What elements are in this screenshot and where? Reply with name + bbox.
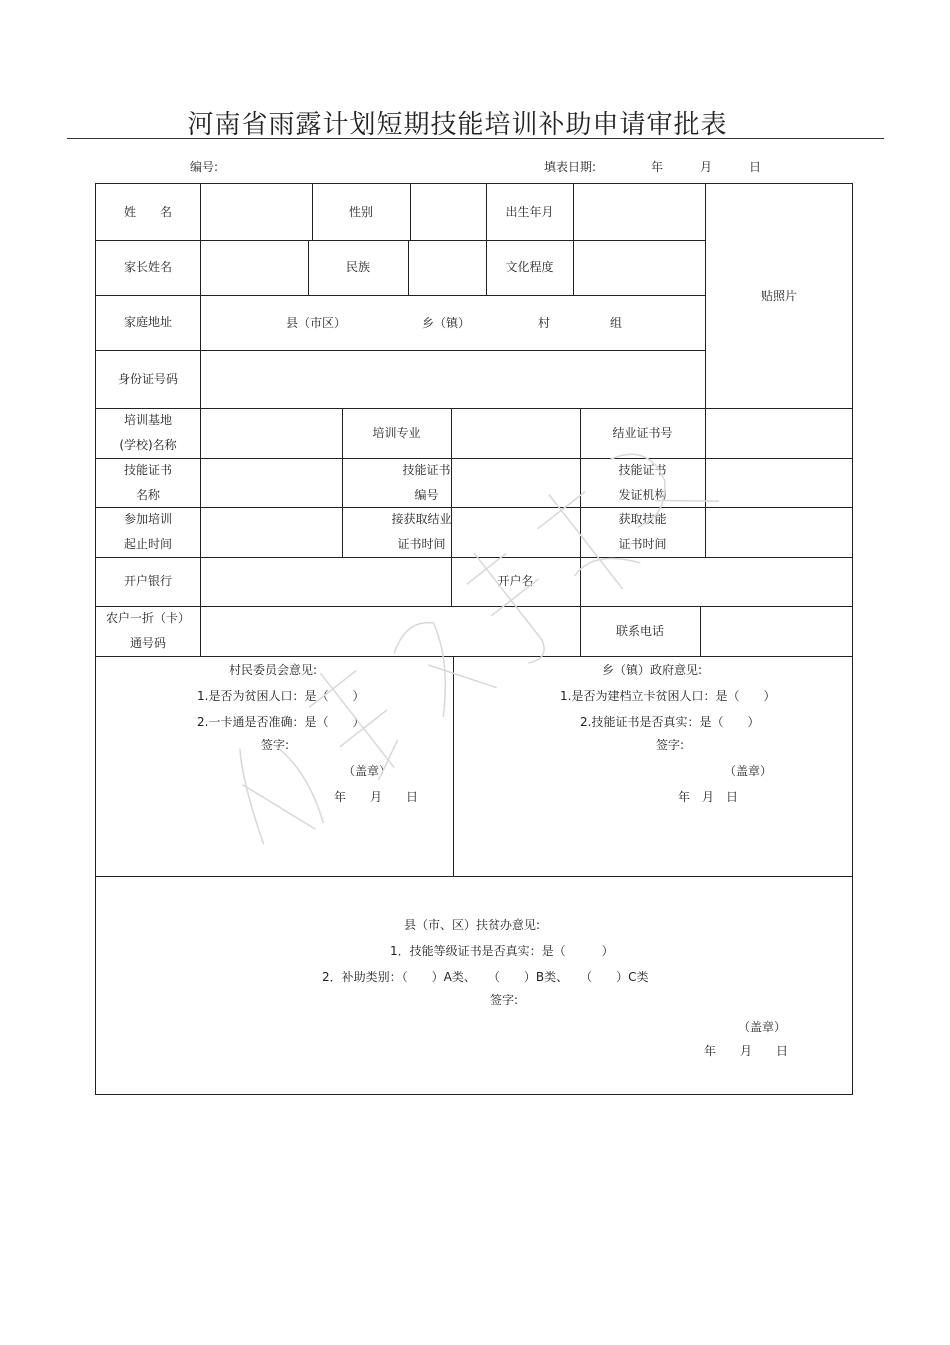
address-group: 组 bbox=[610, 316, 623, 330]
ethnicity-label: 民族 bbox=[345, 260, 370, 274]
train-period-label-2: 起止时间 bbox=[123, 537, 172, 551]
grid-line bbox=[96, 876, 853, 877]
village-date: 年 月 日 bbox=[334, 790, 419, 804]
township-seal: （盖章） bbox=[724, 764, 773, 778]
training-base-label-1: 培训基地 bbox=[123, 413, 172, 427]
township-opinion-heading: 乡（镇）政府意见: bbox=[602, 663, 703, 677]
township-sign: 签字: bbox=[656, 738, 685, 752]
skill-cert-no-label bbox=[342, 458, 451, 507]
name-field[interactable] bbox=[201, 184, 311, 240]
completion-time-label-2: 证书时间 bbox=[397, 537, 446, 551]
id-number-label: 身份证号码 bbox=[117, 371, 178, 386]
completion-time-label-1: 接获取结业 bbox=[391, 512, 452, 526]
completion-cert-no-label: 结业证书号 bbox=[612, 425, 673, 440]
training-base-label bbox=[96, 408, 200, 458]
number-label: 编号: bbox=[190, 160, 219, 174]
grid-line bbox=[453, 656, 454, 876]
address-label: 家庭地址 bbox=[123, 315, 172, 329]
date-year: 年 bbox=[651, 160, 664, 174]
skill-cert-name-field[interactable] bbox=[201, 459, 341, 507]
training-major-label: 培训专业 bbox=[372, 425, 421, 440]
village-sign: 签字: bbox=[261, 738, 290, 752]
gender-field[interactable] bbox=[411, 184, 485, 240]
phone-label: 联系电话 bbox=[615, 623, 664, 638]
date-day: 日 bbox=[749, 160, 762, 174]
skill-time-label-2: 证书时间 bbox=[618, 537, 667, 551]
township-q2: 2.技能证书是否真实：是（ ） bbox=[580, 715, 760, 729]
skill-cert-no-label-1: 技能证书 bbox=[402, 462, 451, 477]
address-town: 乡（镇） bbox=[422, 316, 471, 330]
completion-time-field[interactable] bbox=[452, 508, 579, 557]
village-opinion-heading: 村民委员会意见: bbox=[229, 663, 318, 677]
skill-cert-no-field[interactable] bbox=[452, 459, 579, 507]
skill-time-label bbox=[580, 507, 705, 557]
gender-label: 性别 bbox=[348, 204, 373, 219]
card-number-label-2: 通号码 bbox=[129, 636, 166, 650]
township-date: 年 月 日 bbox=[678, 790, 739, 804]
account-name-field[interactable] bbox=[581, 558, 853, 606]
completion-cert-no-field[interactable] bbox=[706, 409, 853, 458]
county-q2: 2．补助类别：（ ）A类、 （ ）B类、 （ ）C类 bbox=[322, 970, 649, 984]
parent-name-field[interactable] bbox=[201, 241, 307, 295]
ethnicity-field[interactable] bbox=[409, 241, 485, 295]
skill-cert-org-field[interactable] bbox=[706, 459, 853, 507]
page-title: 河南省雨露计划短期技能培训补助申请审批表 bbox=[187, 110, 728, 140]
title-rule bbox=[67, 138, 884, 139]
county-date: 年 月 日 bbox=[704, 1044, 789, 1058]
training-base-field[interactable] bbox=[201, 409, 341, 458]
train-period-field[interactable] bbox=[201, 508, 341, 557]
skill-cert-name-label-2: 名称 bbox=[135, 487, 160, 502]
skill-cert-org-label bbox=[580, 458, 705, 507]
township-q1: 1.是否为建档立卡贫困人口：是（ ） bbox=[560, 689, 776, 703]
address-village: 村 bbox=[538, 316, 551, 330]
village-q2: 2.一卡通是否准确：是（ ） bbox=[197, 715, 365, 729]
skill-cert-name-label bbox=[96, 458, 200, 507]
address-county: 县（市区） bbox=[286, 316, 347, 330]
village-q1: 1.是否为贫困人口：是（ ） bbox=[197, 689, 365, 703]
name-label: 姓 名 bbox=[123, 204, 172, 219]
date-month: 月 bbox=[700, 160, 713, 174]
skill-time-label-1: 获取技能 bbox=[618, 512, 667, 526]
date-label: 填表日期: bbox=[544, 160, 597, 174]
county-sign: 签字: bbox=[490, 993, 519, 1007]
train-period-label-1: 参加培训 bbox=[123, 512, 172, 526]
skill-cert-org-label-1: 技能证书 bbox=[618, 462, 667, 477]
county-opinion-heading: 县（市、区）扶贫办意见: bbox=[404, 918, 541, 932]
completion-time-label bbox=[342, 507, 451, 557]
id-number-field[interactable] bbox=[201, 351, 704, 408]
birth-field[interactable] bbox=[574, 184, 704, 240]
train-period-label bbox=[96, 507, 200, 557]
skill-time-field[interactable] bbox=[706, 508, 853, 557]
bank-label: 开户银行 bbox=[123, 574, 172, 588]
skill-cert-org-label-2: 发证机构 bbox=[618, 487, 667, 502]
card-number-field[interactable] bbox=[201, 607, 579, 656]
birth-label: 出生年月 bbox=[505, 204, 554, 219]
training-base-label-2: (学校)名称 bbox=[119, 438, 177, 452]
county-q1: 1．技能等级证书是否真实：是（ ） bbox=[390, 944, 614, 958]
photo-area: 贴照片 bbox=[760, 288, 797, 303]
card-number-label-1: 农户一折（卡） bbox=[105, 611, 190, 625]
village-seal: （盖章） bbox=[343, 764, 392, 778]
account-name-label: 开户名 bbox=[497, 574, 534, 588]
skill-cert-no-label-2: 编号 bbox=[414, 487, 439, 502]
card-number-label bbox=[96, 606, 200, 656]
skill-cert-name-label-1: 技能证书 bbox=[123, 462, 172, 477]
county-seal: （盖章） bbox=[738, 1020, 787, 1034]
bank-field[interactable] bbox=[201, 558, 451, 606]
training-major-field[interactable] bbox=[452, 409, 579, 458]
phone-field[interactable] bbox=[701, 607, 853, 656]
grid-line bbox=[96, 656, 853, 657]
parent-name-label: 家长姓名 bbox=[123, 260, 172, 274]
education-label: 文化程度 bbox=[505, 260, 554, 274]
application-form bbox=[95, 183, 853, 1095]
education-field[interactable] bbox=[574, 241, 704, 295]
